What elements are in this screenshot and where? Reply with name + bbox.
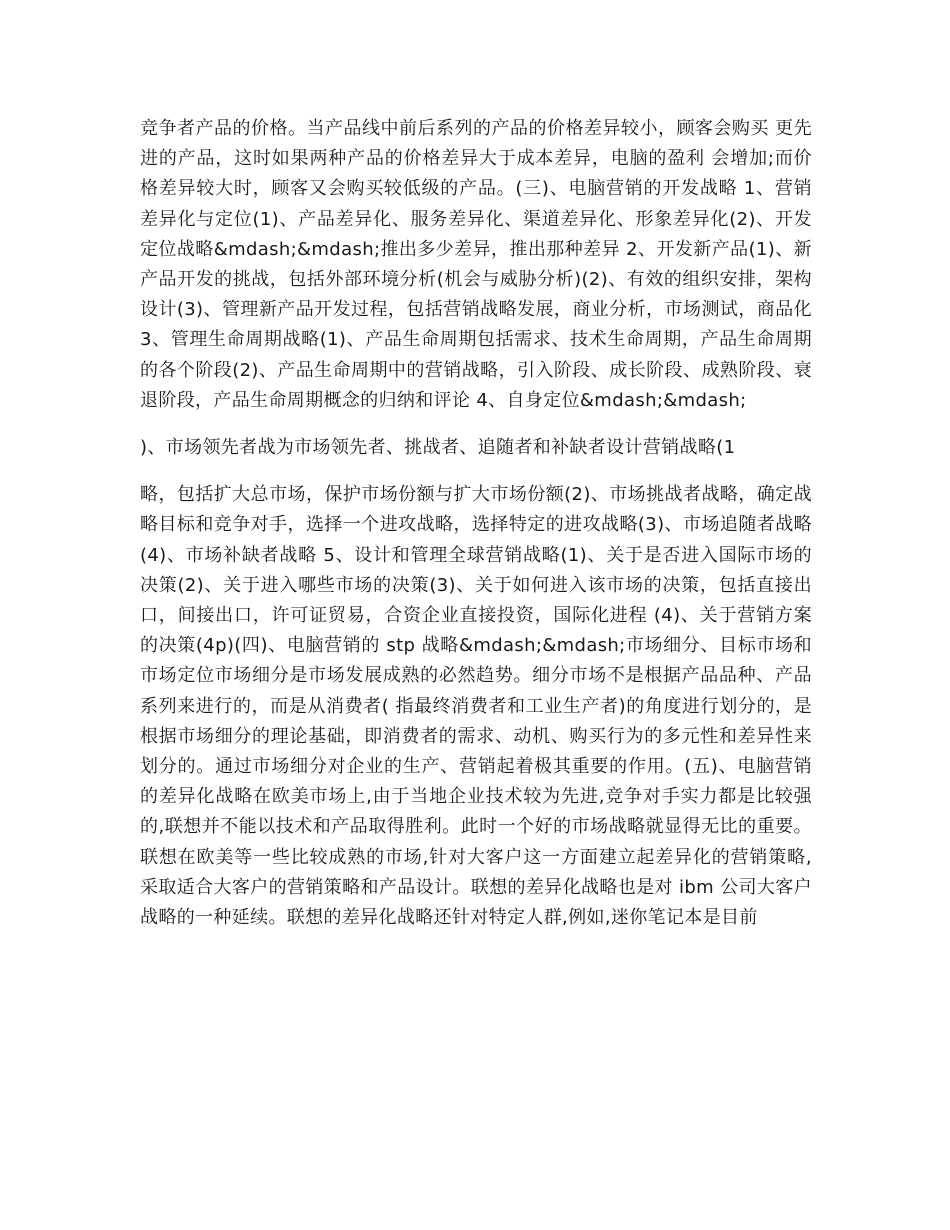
- paragraph-2: )、市场领先者战为市场领先者、挑战者、追随者和补缺者设计营销战略(1: [140, 437, 736, 459]
- paragraph-1: 竞争者产品的价格。当产品线中前后系列的产品的价格差异较小，顾客会购买 更先进的产品，这时如果两种产品的价格差异大于成本差异，电脑的盈利 会增加;而价格差异较大时，顾客又会购买较低级的产品。(三)、电脑营销的开发战略 1、营销差异化与定位(1)、产品差异化、服务差异化、渠道差异化、形象差异化(2)、开发定位战略&mdash;&mdash;推出多少差异，推出那种差异 2、开发新产品(1)、新产品开发的挑战，包括外部环境分析(机会与威胁分析)(2)、有效的组织安排，架构设计(3)、管理新产品开发过程，包括营销战略发展，商业分析，市场测试，商品化 3、管理生命周期战略(1)、产品生命周期包括需求、技术生命周期，产品生命周期的各个阶段(2)、产品生命周期中的营销战略，引入阶段、成长阶段、成熟阶段、衰退阶段，产品生命周期概念的归纳和评论 4、自身定位&mdash;&mdash;: [140, 118, 812, 411]
- paragraph-3: 略，包括扩大总市场，保护市场份额与扩大市场份额(2)、市场挑战者战略，确定战略目标和竞争对手，选择一个进攻战略，选择特定的进攻战略(3)、市场追随者战略 (4)、市场补缺者战略 5、设计和管理全球营销战略(1)、关于是否进入国际市场的决策(2)、关于进入哪些市场的决策(3)、关于如何进入该市场的决策，包括直接出口，间接出口，许可证贸易，合资企业直接投资，国际化进程 (4)、关于营销方案的决策(4p)(四)、电脑营销的 stp 战略&mdash;&mdash;市场细分、目标市场和市场定位市场细分是市场发展成熟的必然趋势。细分市场不是根据产品品种、产品系列来进行的，而是从消费者( 指最终消费者和工业生产者)的角度进行划分的，是根据市场细分的理论基础，即消费者的需求、动机、购买行为的多元性和差异性来划分的。通过市场细分对企业的生产、营销起着极其重要的作用。(五)、电脑营销的差异化战略在欧美市场上,由于当地企业技术较为先进,竞争对手实力都是比较强的,联想并不能以技术和产品取得胜利。此时一个好的市场战略就显得无比的重要。联想在欧美等一些比较成熟的市场,针对大客户这一方面建立起差异化的营销策略,采取适合大客户的营销策略和产品设计。联想的差异化战略也是对 ibm 公司大客户战略的一种延续。联想的差异化战略还针对特定人群,例如,迷你笔记本是目前: [140, 484, 812, 929]
- document-body: [140, 114, 812, 933]
